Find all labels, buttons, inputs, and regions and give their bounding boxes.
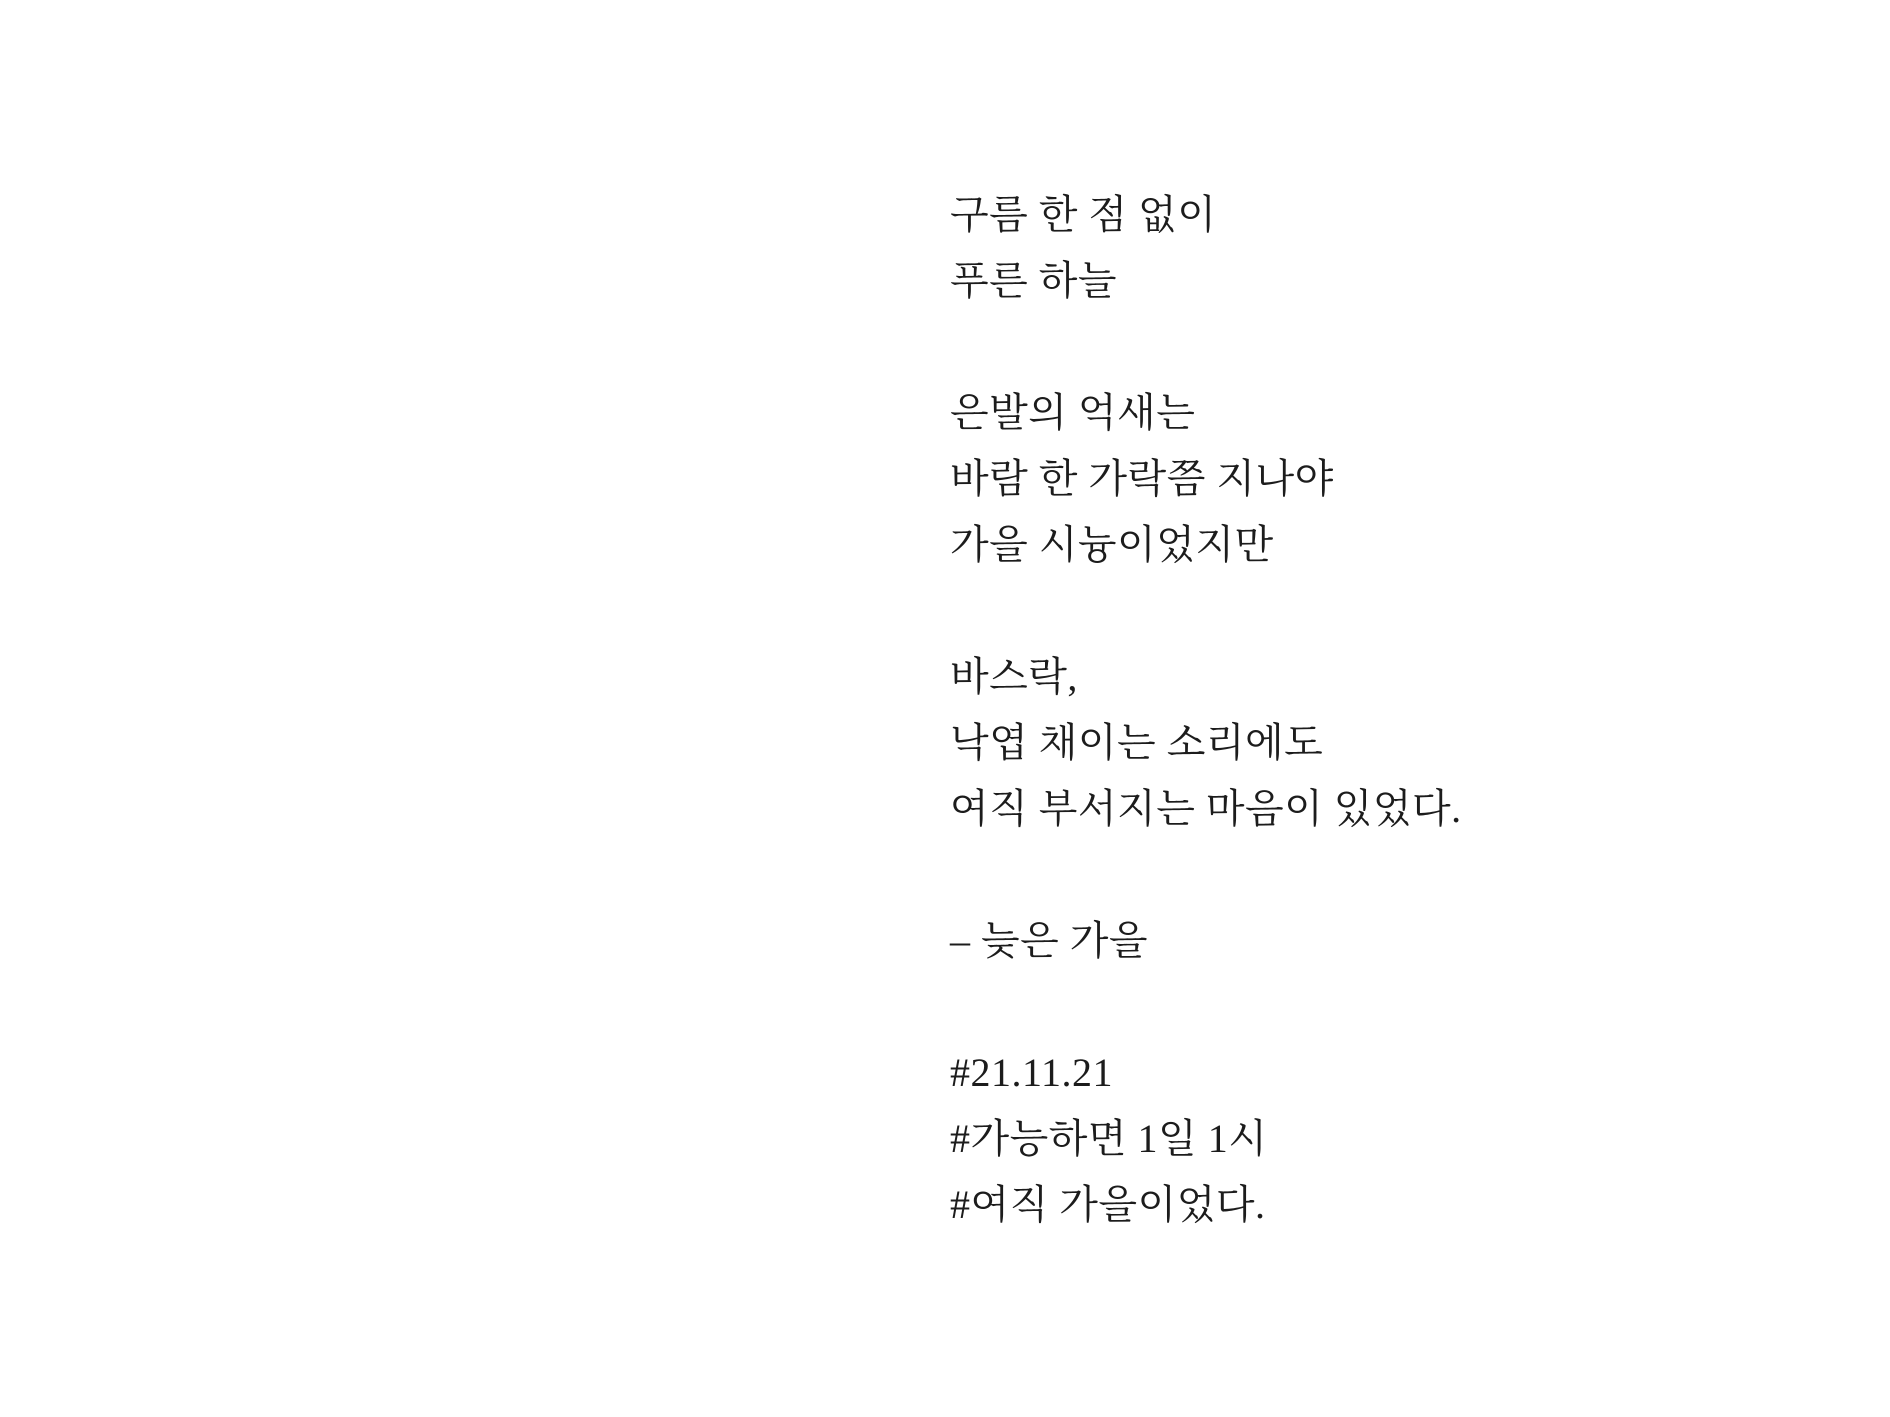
hashtag-block: [950, 1040, 1462, 1238]
poem-line: 푸른 하늘: [950, 258, 1118, 303]
poem-stanza-2: [950, 380, 1462, 578]
poem-line: 가을 시늉이었지만: [950, 522, 1274, 567]
poem-stanza-1: [950, 182, 1462, 314]
poem-line: 구름 한 점 없이: [950, 192, 1217, 237]
poem-line: 여직 부서지는 마음이 있었다.: [950, 786, 1462, 831]
poem-line: 은발의 억새는: [950, 390, 1196, 435]
hashtag-line-closing: #여직 가을이었다.: [950, 1182, 1266, 1227]
poem-line: 바람 한 가락쯤 지나야: [950, 456, 1334, 501]
poem-line: 바스락,: [950, 654, 1078, 699]
poem-text-block: [950, 182, 1462, 1238]
poem-signature-block: [950, 908, 1462, 974]
hashtag-line-date: #21.11.21: [950, 1050, 1114, 1095]
hashtag-line-motto: #가능하면 1일 1시: [950, 1116, 1268, 1161]
poem-title-signature: – 늦은 가을: [950, 918, 1149, 963]
poem-stanza-3: [950, 644, 1462, 842]
poem-line: 낙엽 채이는 소리에도: [950, 720, 1324, 765]
